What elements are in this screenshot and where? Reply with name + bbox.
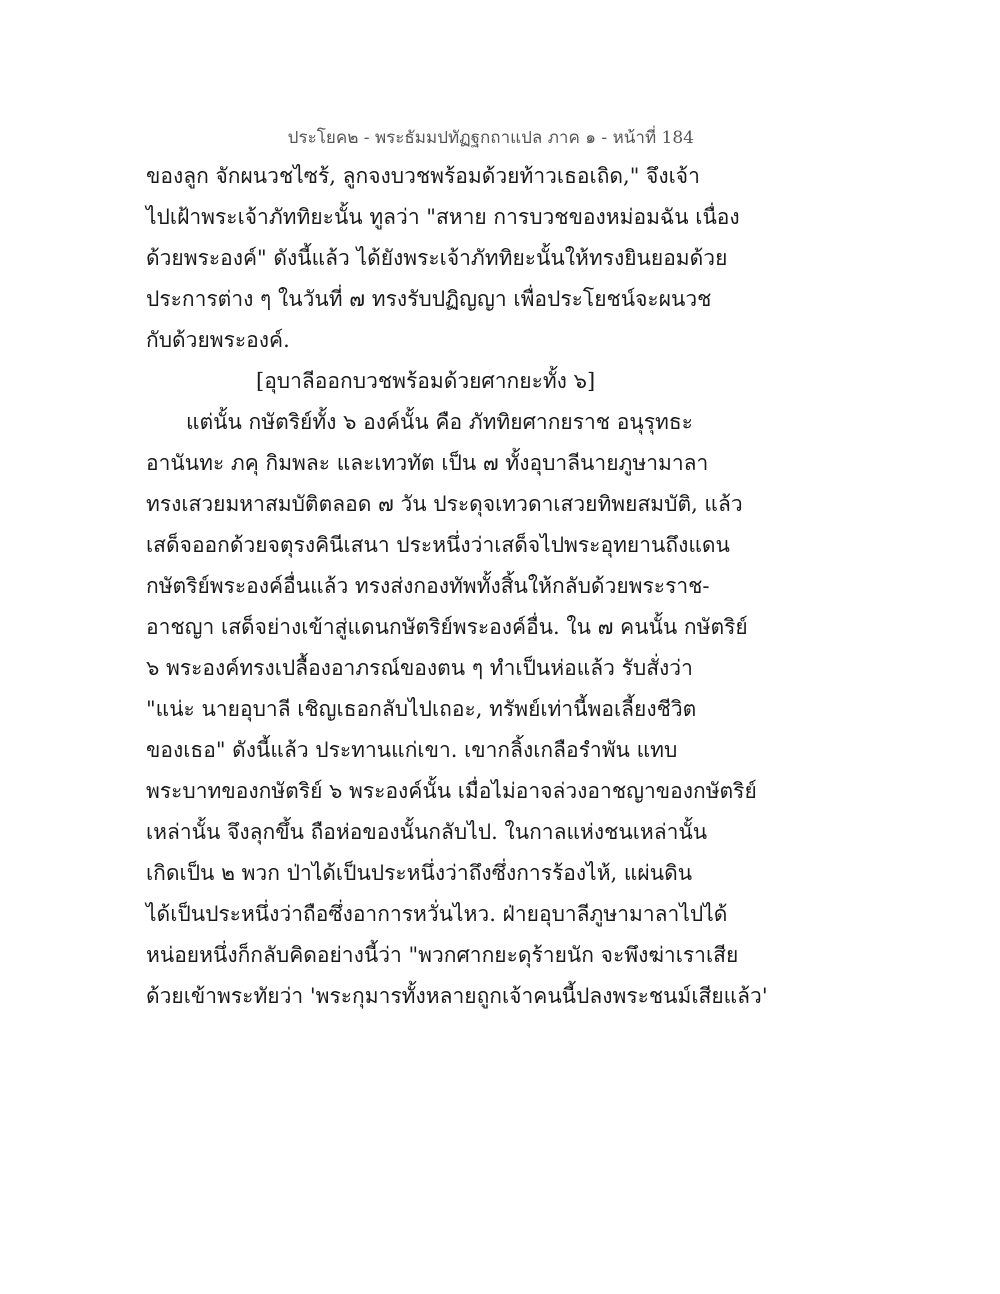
text-line: อานันทะ ภคุ กิมพละ และเทวทัต เป็น ๗ ทั้งอุบาลีนายภูษามาลา xyxy=(146,451,709,475)
text-line: ของลูก จักผนวชไซร้, ลูกจงบวชพร้อมด้วยท้าวเธอเถิด," จึงเจ้า xyxy=(146,164,700,188)
text-line: เกิดเป็น ๒ พวก ป่าได้เป็นประหนึ่งว่าถึงซึ่งการร้องไห้, แผ่นดิน xyxy=(146,861,693,885)
text-line: หน่อยหนึ่งก็กลับคิดอย่างนี้ว่า "พวกศากยะดุร้ายนัก จะพึงฆ่าเราเสีย xyxy=(146,943,739,967)
body-text xyxy=(146,156,768,1017)
text-line: พระบาทของกษัตริย์ ๖ พระองค์นั้น เมื่อไม่อาจล่วงอาชญาของกษัตริย์ xyxy=(146,779,757,803)
text-line: เหล่านั้น จึงลุกขึ้น ถือห่อของนั้นกลับไป. ในกาลแห่งชนเหล่านั้น xyxy=(146,820,708,844)
text-line: ได้เป็นประหนึ่งว่าถือซึ่งอาการหวั่นไหว. ฝ่ายอุบาลีภูษามาลาไปได้ xyxy=(146,902,728,926)
text-line: "แน่ะ นายอุบาลี เชิญเธอกลับไปเถอะ, ทรัพย์เท่านี้พอเลี้ยงชีวิต xyxy=(146,697,697,721)
section-heading: [อุบาลีออกบวชพร้อมด้วยศากยะทั้ง ๖] xyxy=(256,369,596,393)
text-line: ไปเฝ้าพระเจ้าภัททิยะนั้น ทูลว่า "สหาย การบวชของหม่อมฉัน เนื่อง xyxy=(146,205,740,229)
text-line: ๖ พระองค์ทรงเปลื้องอาภรณ์ของตน ๆ ทำเป็นห่อแล้ว รับสั่งว่า xyxy=(146,656,693,680)
text-line: อาชญา เสด็จย่างเข้าสู่แดนกษัตริย์พระองค์อื่น. ใน ๗ คนนั้น กษัตริย์ xyxy=(146,615,748,639)
text-line: เสด็จออกด้วยจตุรงคินีเสนา ประหนึ่งว่าเสด็จไปพระอุทยานถึงแดน xyxy=(146,533,730,557)
text-line: กับด้วยพระองค์. xyxy=(146,328,290,352)
text-line: แต่นั้น กษัตริย์ทั้ง ๖ องค์นั้น คือ ภัททิยศากยราช อนุรุทธะ xyxy=(186,410,693,434)
text-line: ด้วยเข้าพระทัยว่า 'พระกุมารทั้งหลายถูกเจ้าคนนี้ปลงพระชนม์เสียแล้ว' xyxy=(146,984,768,1008)
text-line: ประการต่าง ๆ ในวันที่ ๗ ทรงรับปฏิญญา เพื่อประโยชน์จะผนวช xyxy=(146,287,712,311)
text-line: ด้วยพระองค์" ดังนี้แล้ว ได้ยังพระเจ้าภัททิยะนั้นให้ทรงยินยอมด้วย xyxy=(146,246,728,270)
text-line: ของเธอ" ดังนี้แล้ว ประทานแก่เขา. เขากลิ้งเกลือรำพัน แทบ xyxy=(146,738,678,762)
text-line: กษัตริย์พระองค์อื่นแล้ว ทรงส่งกองทัพทั้งสิ้นให้กลับด้วยพระราช- xyxy=(146,574,710,598)
running-header: ประโยค๒ - พระธัมมปทัฏฐกถาแปล ภาค ๑ - หน้าที่ 184 xyxy=(287,128,694,148)
text-line: ทรงเสวยมหาสมบัติตลอด ๗ วัน ประดุจเทวดาเสวยทิพยสมบัติ, แล้ว xyxy=(146,492,743,516)
